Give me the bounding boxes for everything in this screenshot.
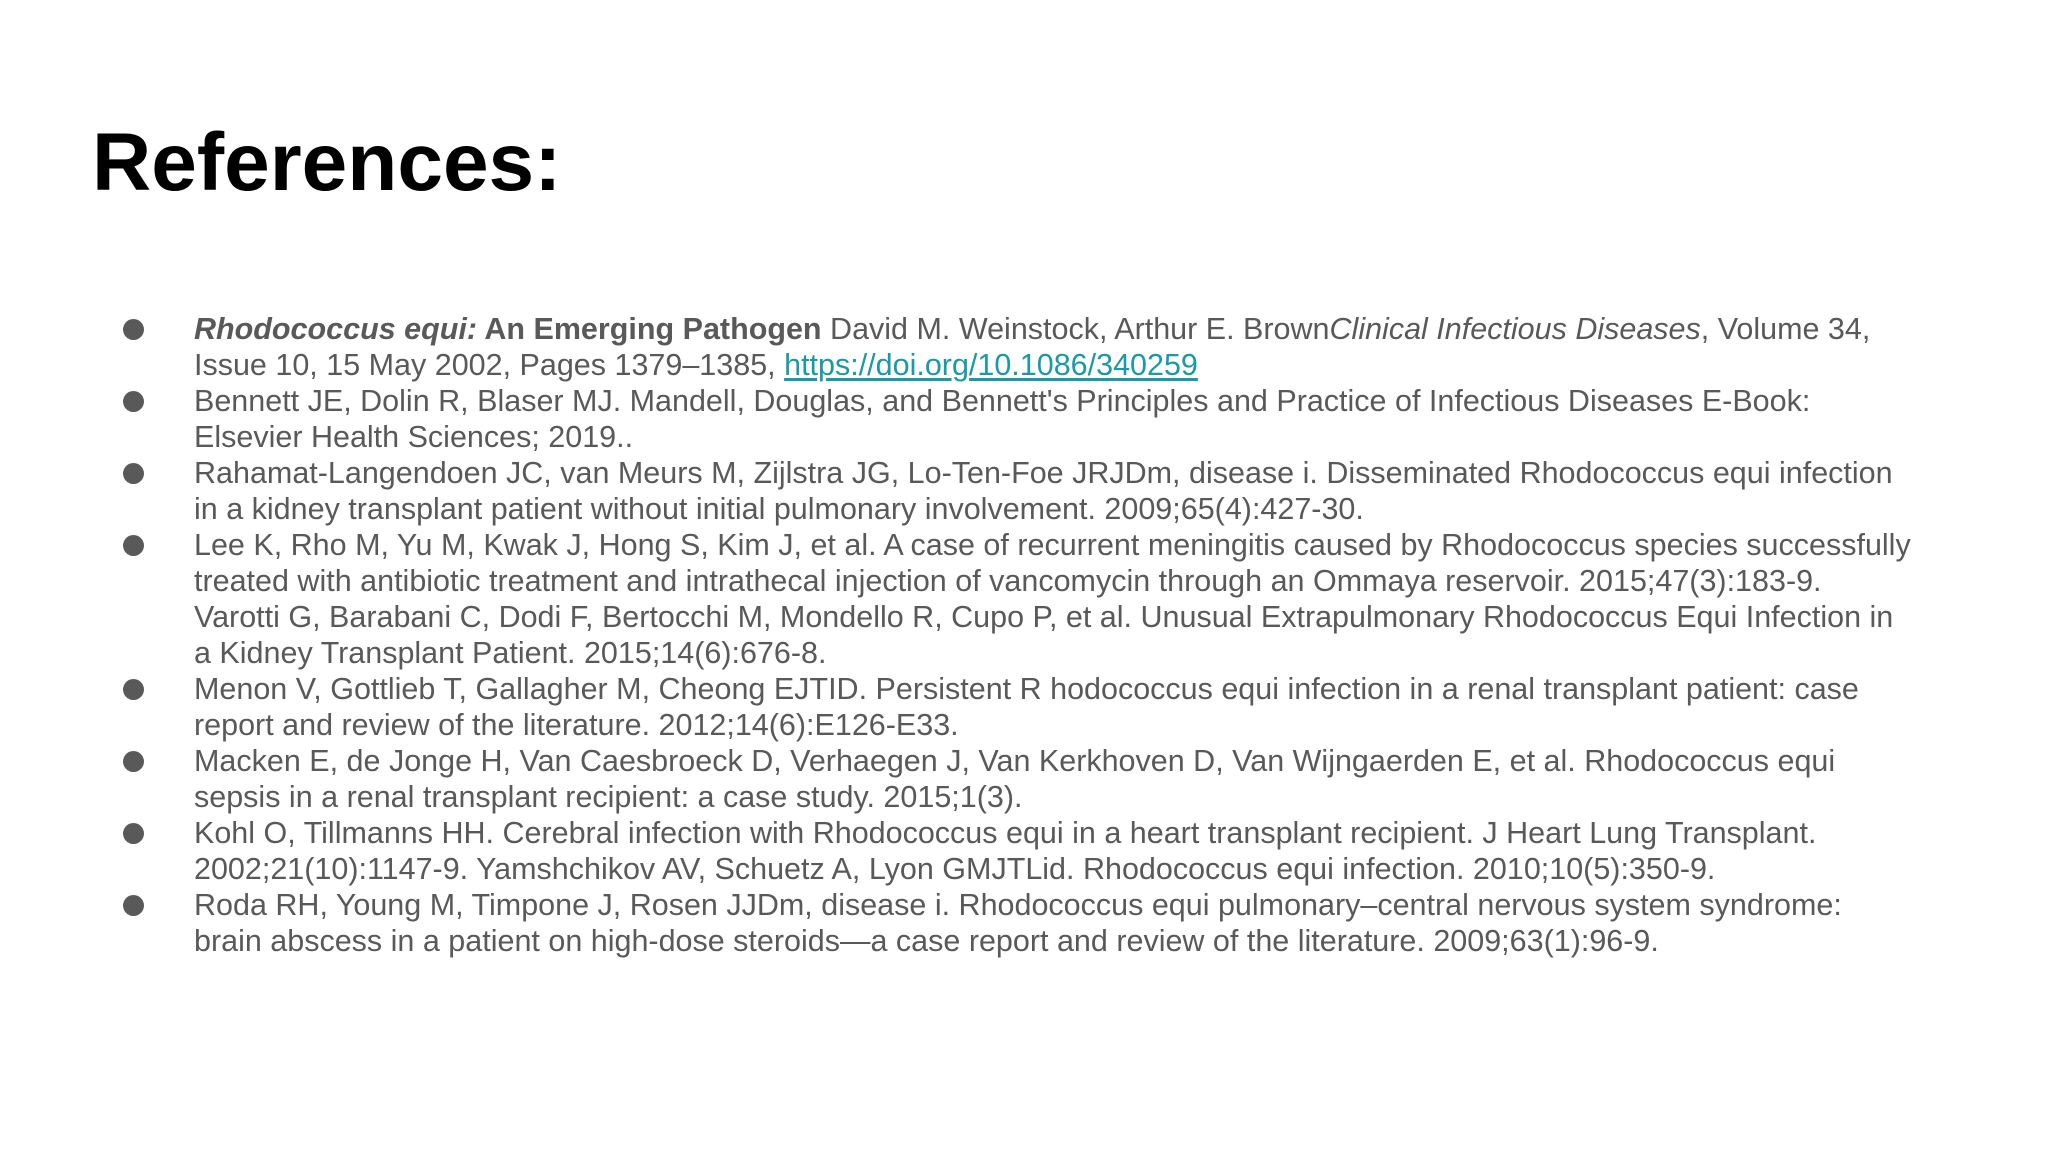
reference-line: Rahamat-Langendoen JC, van Meurs M, Zijlstra JG, Lo-Ten-Foe JRJDm, disease i. Disseminated Rhodococcus equi infection: [194, 456, 1893, 490]
reference-line: Kohl O, Tillmanns HH. Cerebral infection with Rhodococcus equi in a heart transplant recipient. J Heart Lung Transplant.: [194, 816, 1817, 850]
reference-line: brain abscess in a patient on high-dose steroids—a case report and review of the literature. 2009;63(1):96-9.: [194, 924, 1659, 958]
bullet-icon: [123, 535, 144, 556]
doi-link[interactable]: https://doi.org/10.1086/340259: [784, 348, 1198, 382]
list-item: [112, 887, 1992, 959]
bullet-icon: [123, 391, 144, 412]
reference-line: sepsis in a renal transplant recipient: a case study. 2015;1(3).: [194, 780, 1023, 814]
reference-line: treated with antibiotic treatment and intrathecal injection of vancomycin through an Ommaya reservoir. 2015;47(3):183-9.: [194, 564, 1822, 598]
bullet-icon: [123, 823, 144, 844]
list-item: [112, 311, 1992, 383]
bullet-icon: [123, 319, 144, 340]
reference-line: in a kidney transplant patient without initial pulmonary involvement. 2009;65(4):427-30.: [194, 492, 1364, 526]
reference-line: Menon V, Gottlieb T, Gallagher M, Cheong EJTID. Persistent R hodococcus equi infection in a renal transplant patient: case: [194, 672, 1859, 706]
list-item: [112, 815, 1992, 887]
reference-line: 2002;21(10):1147-9. Yamshchikov AV, Schuetz A, Lyon GMJTLid. Rhodococcus equi infection. 2010;10(5):350-9.: [194, 852, 1716, 886]
reference-line: Macken E, de Jonge H, Van Caesbroeck D, Verhaegen J, Van Kerkhoven D, Van Wijngaerden E, et al. Rhodococcus equi: [194, 744, 1836, 778]
reference-line: [194, 311, 1992, 347]
references-list: [112, 311, 1992, 959]
article-title-italic: Rhodococcus equi:: [194, 312, 477, 346]
article-authors: David M. Weinstock, Arthur E. Brown: [821, 312, 1330, 346]
list-item: [112, 743, 1992, 815]
reference-line: report and review of the literature. 2012;14(6):E126-E33.: [194, 708, 959, 742]
list-item: [112, 455, 1992, 527]
list-item: [112, 671, 1992, 743]
reference-line: Bennett JE, Dolin R, Blaser MJ. Mandell, Douglas, and Bennett's Principles and Practice of Infectious Diseases E-Book:: [194, 384, 1811, 418]
article-title: An Emerging Pathogen: [477, 312, 822, 346]
list-item: [112, 527, 1992, 671]
reference-line: Varotti G, Barabani C, Dodi F, Bertocchi M, Mondello R, Cupo P, et al. Unusual Extrapulmonary Rhodococcus Equi Infection in: [194, 600, 1894, 634]
reference-line: [194, 347, 1992, 383]
reference-line: Roda RH, Young M, Timpone J, Rosen JJDm, disease i. Rhodococcus equi pulmonary–central nervous system syndrome:: [194, 888, 1842, 922]
bullet-icon: [123, 751, 144, 772]
bullet-icon: [123, 679, 144, 700]
journal-name: Clinical Infectious Diseases: [1329, 312, 1701, 346]
bullet-icon: [123, 463, 144, 484]
reference-line: Elsevier Health Sciences; 2019..: [194, 420, 634, 454]
reference-line: a Kidney Transplant Patient. 2015;14(6):676-8.: [194, 636, 827, 670]
issue-text: Issue 10, 15 May 2002, Pages 1379–1385,: [194, 348, 785, 382]
reference-line: Lee K, Rho M, Yu M, Kwak J, Hong S, Kim J, et al. A case of recurrent meningitis caused by Rhodococcus species successfully: [194, 528, 1911, 562]
list-item: [112, 383, 1992, 455]
bullet-icon: [123, 895, 144, 916]
page-title: References:: [92, 117, 562, 208]
volume-text: , Volume 34,: [1700, 312, 1871, 346]
